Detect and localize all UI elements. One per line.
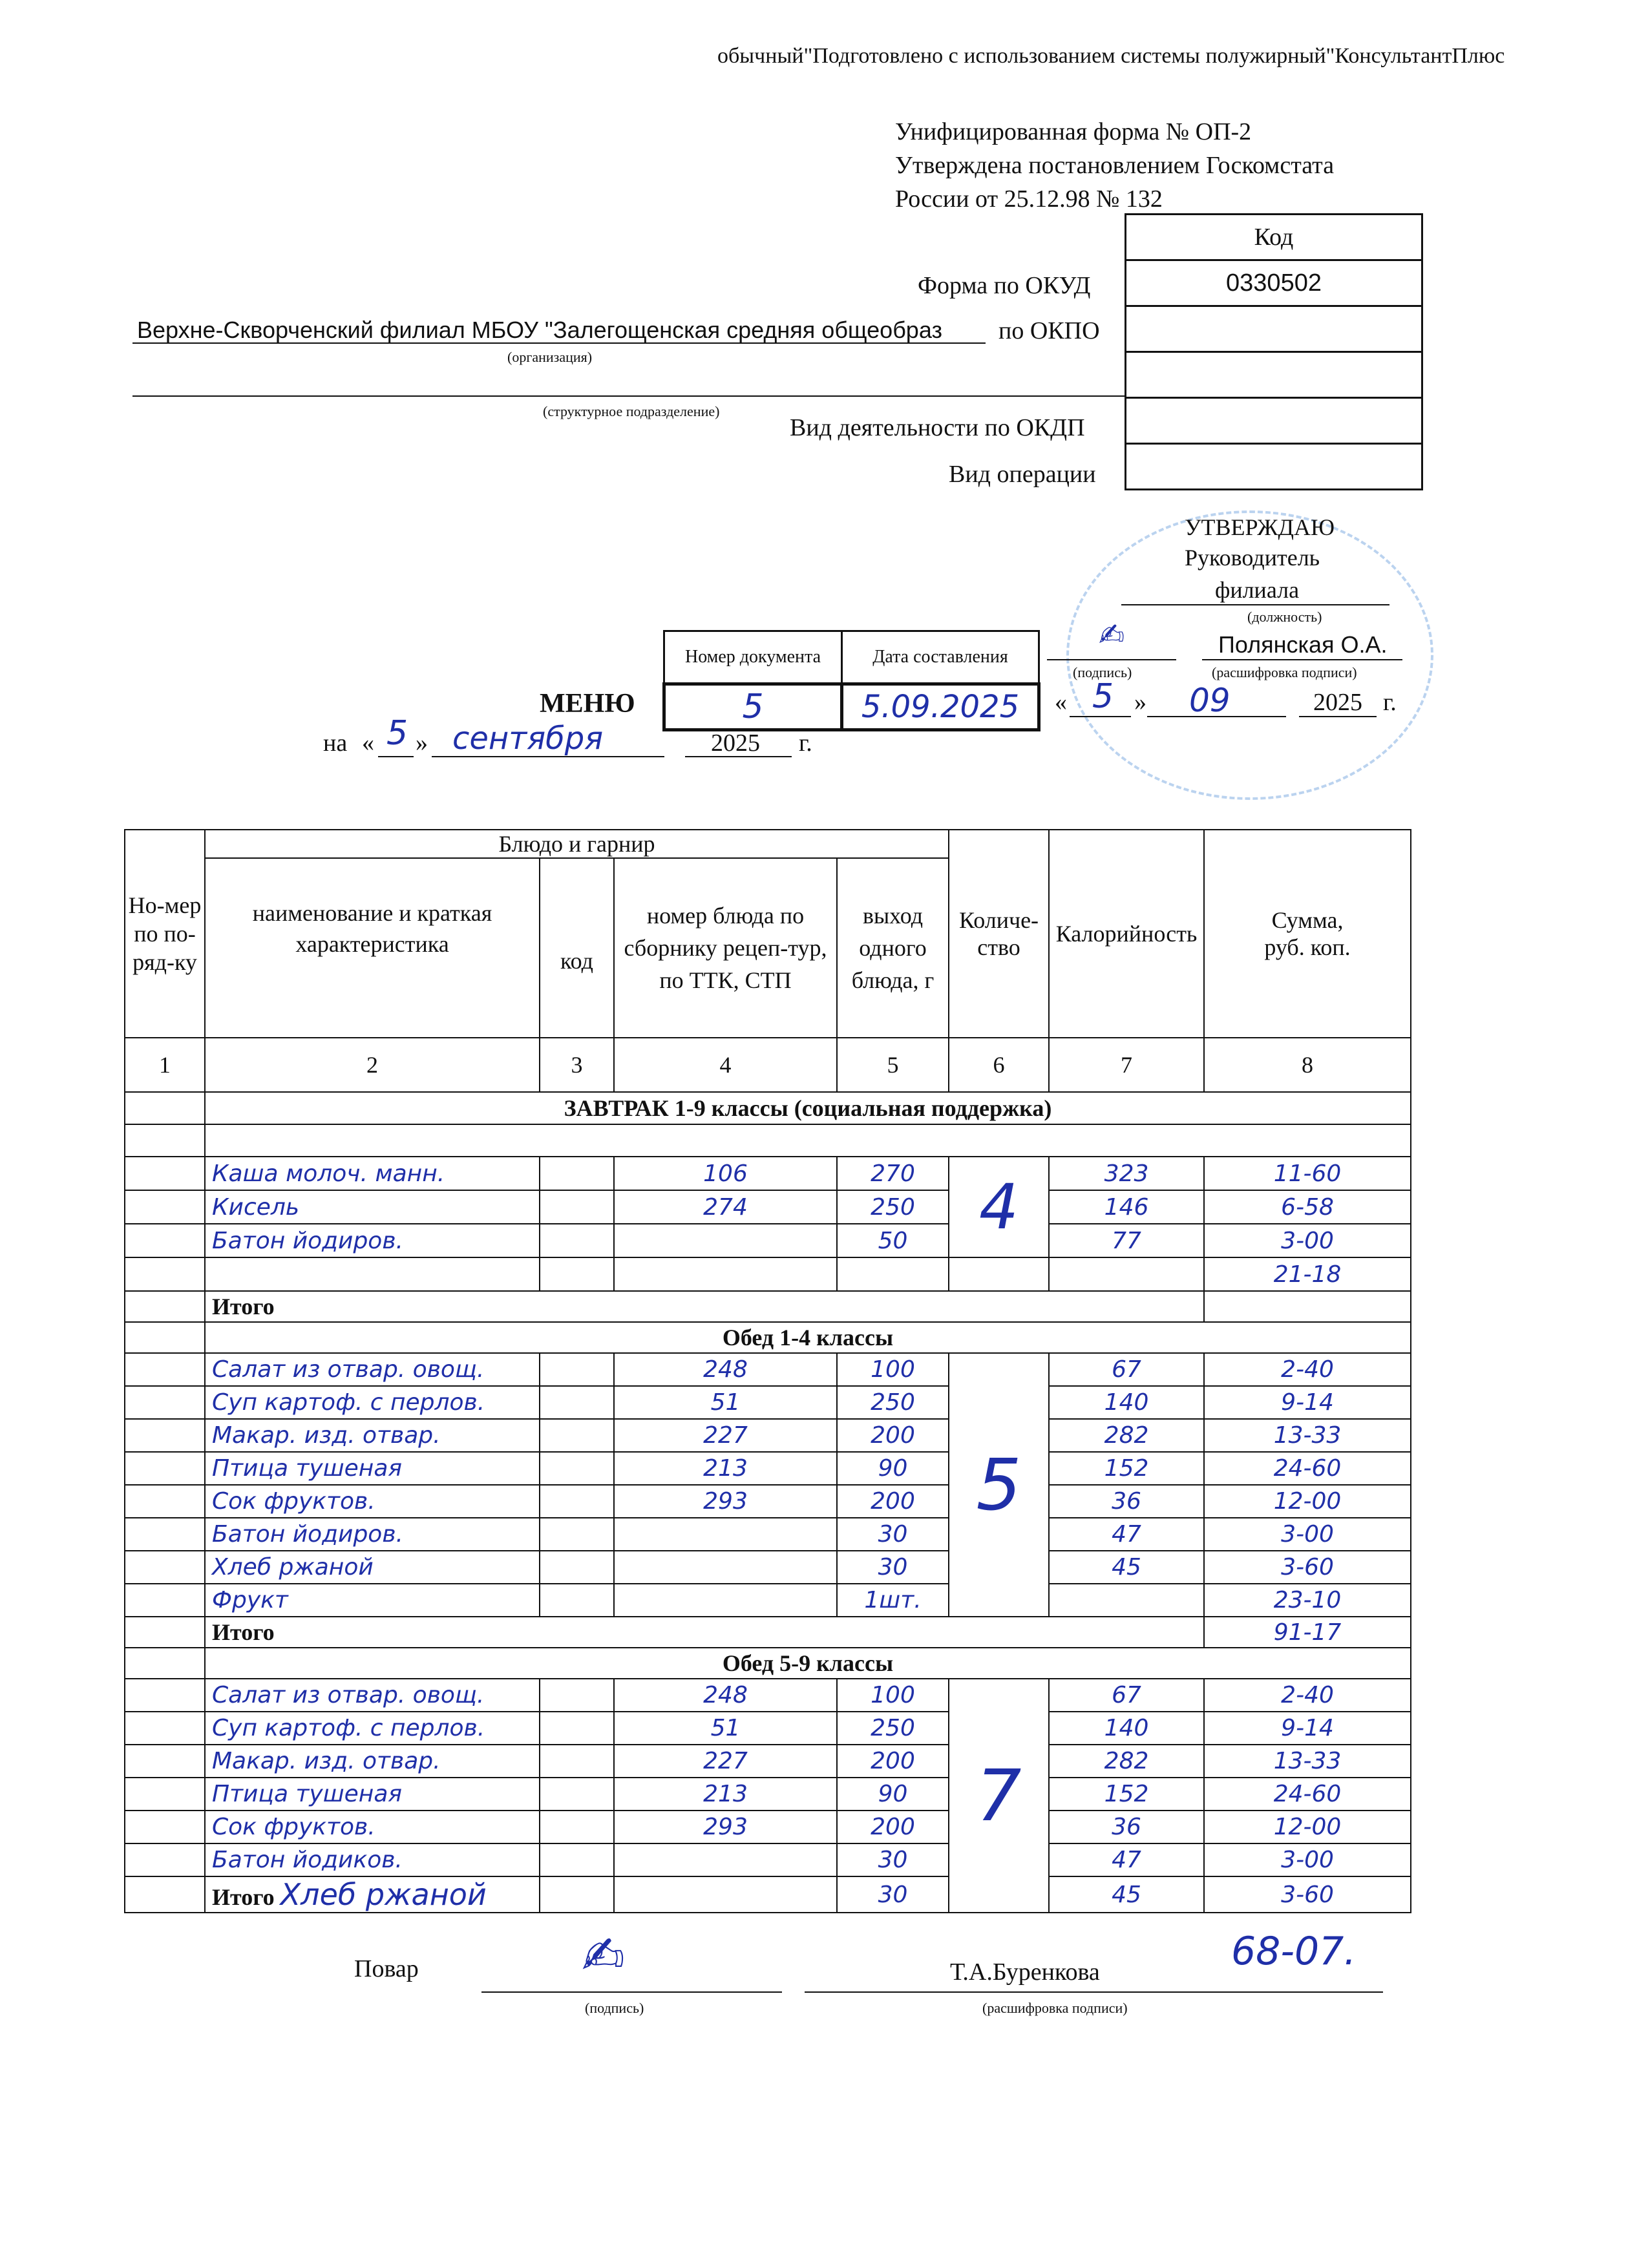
approval-signature: ✍ <box>1099 617 1125 653</box>
dish-recipe <box>614 1843 837 1876</box>
dish-sum: 2-40 <box>1204 1679 1411 1712</box>
itogo-label: Итого <box>205 1291 1204 1322</box>
dish-output: 250 <box>837 1190 949 1224</box>
dish-quantity: 7 <box>949 1679 1049 1913</box>
dish-calories: 47 <box>1049 1518 1204 1551</box>
dish-sum: 12-00 <box>1204 1485 1411 1518</box>
dish-sum: 3-60 <box>1204 1551 1411 1584</box>
approval-date-month: 09 <box>1189 682 1231 719</box>
approval-position-2: филиала <box>1215 577 1300 603</box>
dish-recipe: 248 <box>614 1353 837 1386</box>
final-itogo-row <box>205 1876 540 1913</box>
dish-calories: 282 <box>1049 1745 1204 1778</box>
okpo-value[interactable] <box>1126 306 1422 352</box>
col-number: 6 <box>949 1038 1049 1092</box>
dish-name: Макар. изд. отвар. <box>205 1419 540 1452</box>
okdp-label: Вид деятельности по ОКДП <box>790 414 1085 441</box>
organization-caption: (организация) <box>507 349 593 365</box>
approver-name: Полянская О.А. <box>1218 631 1388 658</box>
dish-calories: 140 <box>1049 1712 1204 1745</box>
dish-name: Суп картоф. с перлов. <box>205 1712 540 1745</box>
dish-group-header: Блюдо и гарнир <box>205 830 949 858</box>
itogo-label: Итого <box>212 1884 275 1910</box>
dish-output: 200 <box>837 1745 949 1778</box>
dish-output: 30 <box>837 1843 949 1876</box>
form-info-line: России от 25.12.98 № 132 <box>895 185 1163 213</box>
dish-sum: 12-00 <box>1204 1811 1411 1843</box>
dish-calories: 47 <box>1049 1843 1204 1876</box>
dish-recipe: 213 <box>614 1778 837 1811</box>
dish-output: 100 <box>837 1679 949 1712</box>
dish-recipe: 293 <box>614 1485 837 1518</box>
dish-sum: 3-00 <box>1204 1224 1411 1257</box>
dish-recipe: 293 <box>614 1811 837 1843</box>
col5-header: выход одного блюда, г <box>837 858 949 1038</box>
dish-name: Кисель <box>205 1190 540 1224</box>
section-title: Обед 5-9 классы <box>205 1648 1411 1679</box>
cook-label: Повар <box>354 1955 419 1982</box>
section-total <box>1204 1291 1411 1322</box>
cook-signature: ✍ <box>582 1926 626 1986</box>
dish-name: Макар. изд. отвар. <box>205 1745 540 1778</box>
dish-sum: 24-60 <box>1204 1452 1411 1485</box>
subdivision-caption: (структурное подразделение) <box>543 403 720 419</box>
dish-sum: 3-60 <box>1204 1876 1411 1913</box>
approval-date-suffix: г. <box>1383 689 1397 716</box>
dish-output: 30 <box>837 1518 949 1551</box>
section-subtotal: 21-18 <box>1204 1257 1411 1291</box>
dish-calories: 67 <box>1049 1353 1204 1386</box>
dish-calories: 36 <box>1049 1811 1204 1843</box>
dish-calories: 36 <box>1049 1485 1204 1518</box>
dish-output: 30 <box>837 1876 949 1913</box>
approval-date-day: 5 <box>1092 677 1114 716</box>
grand-total: 68-07. <box>1231 1929 1357 1974</box>
dish-recipe <box>614 1224 837 1257</box>
dish-recipe <box>614 1518 837 1551</box>
dish-recipe: 274 <box>614 1190 837 1224</box>
dish-name: Каша молоч. манн. <box>205 1157 540 1190</box>
document-number: 5 <box>664 684 842 730</box>
approval-date-close: » <box>1134 689 1146 716</box>
document-date: 5.09.2025 <box>842 684 1039 730</box>
document-number-table <box>662 630 1041 731</box>
dish-sum: 13-33 <box>1204 1419 1411 1452</box>
dish-name: Фрукт <box>205 1584 540 1617</box>
name-caption: (расшифровка подписи) <box>1212 664 1357 680</box>
operation-label: Вид операции <box>949 461 1096 488</box>
dish-recipe <box>614 1551 837 1584</box>
col-number: 1 <box>125 1038 205 1092</box>
codes-table <box>1125 213 1423 490</box>
col1-header: Но-мер по по-ряд-ку <box>125 830 205 1038</box>
dish-name: Суп картоф. с перлов. <box>205 1386 540 1419</box>
on-label: на <box>323 730 348 757</box>
dish-output: 200 <box>837 1811 949 1843</box>
dish-output: 200 <box>837 1485 949 1518</box>
col2-header: наименование и краткая характеристика <box>205 858 540 1038</box>
section-title: ЗАВТРАК 1-9 классы (социальная поддержка) <box>205 1092 1411 1124</box>
dish-sum: 13-33 <box>1204 1745 1411 1778</box>
blank-code-cell[interactable] <box>1126 352 1422 398</box>
col-number: 2 <box>205 1038 540 1092</box>
dish-name: Птица тушеная <box>205 1452 540 1485</box>
form-info-line: Унифицированная форма № ОП-2 <box>895 118 1252 145</box>
okdp-value[interactable] <box>1126 398 1422 444</box>
dish-name: Хлеб ржаной <box>280 1877 487 1912</box>
dish-name: Хлеб ржаной <box>205 1551 540 1584</box>
dish-output: 50 <box>837 1224 949 1257</box>
approval-position-1: Руководитель <box>1185 545 1320 571</box>
dish-sum: 9-14 <box>1204 1386 1411 1419</box>
dish-output: 90 <box>837 1452 949 1485</box>
dish-calories: 77 <box>1049 1224 1204 1257</box>
menu-date-year: 2025 <box>711 730 760 757</box>
col-number: 7 <box>1049 1038 1204 1092</box>
date-header: Дата составления <box>842 631 1039 684</box>
col4-header: номер блюда по сборнику рецеп-тур, по ТТК, СТП <box>614 858 837 1038</box>
dish-name: Батон йодиков. <box>205 1843 540 1876</box>
dish-recipe: 227 <box>614 1419 837 1452</box>
okpo-label: по ОКПО <box>998 317 1100 344</box>
col-number: 8 <box>1204 1038 1411 1092</box>
dish-output: 270 <box>837 1157 949 1190</box>
dish-sum: 2-40 <box>1204 1353 1411 1386</box>
cook-signature-caption: (подпись) <box>585 2000 644 2016</box>
dish-calories: 282 <box>1049 1419 1204 1452</box>
codes-header: Код <box>1126 215 1422 260</box>
dish-output: 1шт. <box>837 1584 949 1617</box>
dish-output: 30 <box>837 1551 949 1584</box>
dish-calories <box>1049 1584 1204 1617</box>
blank-row <box>205 1124 1411 1157</box>
col3-header: код <box>540 858 614 1038</box>
section-total: 91-17 <box>1204 1617 1411 1648</box>
col-number: 5 <box>837 1038 949 1092</box>
cook-name: Т.А.Буренкова <box>950 1958 1100 1986</box>
approval-date-year: 2025 <box>1313 689 1362 716</box>
dish-calories: 140 <box>1049 1386 1204 1419</box>
menu-date-month: сентября <box>452 720 604 757</box>
dish-output: 200 <box>837 1419 949 1452</box>
form-info-line: Утверждена постановлением Госкомстата <box>895 152 1335 179</box>
form-info <box>895 115 1334 216</box>
dish-calories: 45 <box>1049 1551 1204 1584</box>
dish-recipe: 213 <box>614 1452 837 1485</box>
dish-recipe: 248 <box>614 1679 837 1712</box>
dish-recipe: 51 <box>614 1712 837 1745</box>
col-number: 3 <box>540 1038 614 1092</box>
signature-caption: (подпись) <box>1073 664 1132 680</box>
dish-quantity: 4 <box>949 1157 1049 1257</box>
col7-header: Калорийность <box>1049 830 1204 1038</box>
dish-calories: 45 <box>1049 1876 1204 1913</box>
operation-value[interactable] <box>1126 444 1422 490</box>
dish-name: Сок фруктов. <box>205 1485 540 1518</box>
approval-title: УТВЕРЖДАЮ <box>1185 514 1335 540</box>
number-header: Номер документа <box>664 631 842 684</box>
dish-sum: 3-00 <box>1204 1843 1411 1876</box>
dish-output: 90 <box>837 1778 949 1811</box>
col6-header: Количе-ство <box>949 830 1049 1038</box>
dish-calories: 323 <box>1049 1157 1204 1190</box>
menu-table <box>124 829 1411 1913</box>
dish-name: Птица тушеная <box>205 1778 540 1811</box>
dish-name: Салат из отвар. овощ. <box>205 1353 540 1386</box>
dish-recipe <box>614 1584 837 1617</box>
cook-name-caption: (расшифровка подписи) <box>982 2000 1128 2016</box>
menu-date-open: « <box>362 730 374 757</box>
organization-name: Верхне-Скворченский филиал МБОУ "Залегощенская средняя общеобраз <box>137 317 942 343</box>
dish-calories: 152 <box>1049 1778 1204 1811</box>
menu-date-day: 5 <box>386 714 408 753</box>
col-number: 4 <box>614 1038 837 1092</box>
dish-sum: 6-58 <box>1204 1190 1411 1224</box>
dish-recipe: 227 <box>614 1745 837 1778</box>
dish-output: 250 <box>837 1712 949 1745</box>
dish-sum: 24-60 <box>1204 1778 1411 1811</box>
col8-header: Сумма, руб. коп. <box>1204 830 1411 1038</box>
dish-sum: 11-60 <box>1204 1157 1411 1190</box>
menu-date-close: » <box>416 730 428 757</box>
dish-output: 100 <box>837 1353 949 1386</box>
dish-sum: 23-10 <box>1204 1584 1411 1617</box>
dish-recipe: 51 <box>614 1386 837 1419</box>
menu-date-suffix: г. <box>799 730 812 757</box>
dish-quantity: 5 <box>949 1353 1049 1617</box>
document-title: МЕНЮ <box>540 689 635 719</box>
dish-sum: 9-14 <box>1204 1712 1411 1745</box>
dish-calories: 146 <box>1049 1190 1204 1224</box>
itogo-label: Итого <box>205 1617 1204 1648</box>
header-note: обычный"Подготовлено с использованием системы полужирный"КонсультантПлюс <box>717 44 1505 68</box>
dish-recipe: 106 <box>614 1157 837 1190</box>
section-title: Обед 1-4 классы <box>205 1322 1411 1353</box>
okud-label: Форма по ОКУД <box>918 272 1091 299</box>
position-caption: (должность) <box>1247 609 1322 625</box>
okud-value: 0330502 <box>1126 260 1422 306</box>
dish-name: Салат из отвар. овощ. <box>205 1679 540 1712</box>
dish-output: 250 <box>837 1386 949 1419</box>
dish-calories: 67 <box>1049 1679 1204 1712</box>
dish-name: Батон йодиров. <box>205 1224 540 1257</box>
dish-name: Батон йодиров. <box>205 1518 540 1551</box>
dish-sum: 3-00 <box>1204 1518 1411 1551</box>
dish-calories: 152 <box>1049 1452 1204 1485</box>
approval-date-open: « <box>1055 689 1067 716</box>
dish-name: Сок фруктов. <box>205 1811 540 1843</box>
